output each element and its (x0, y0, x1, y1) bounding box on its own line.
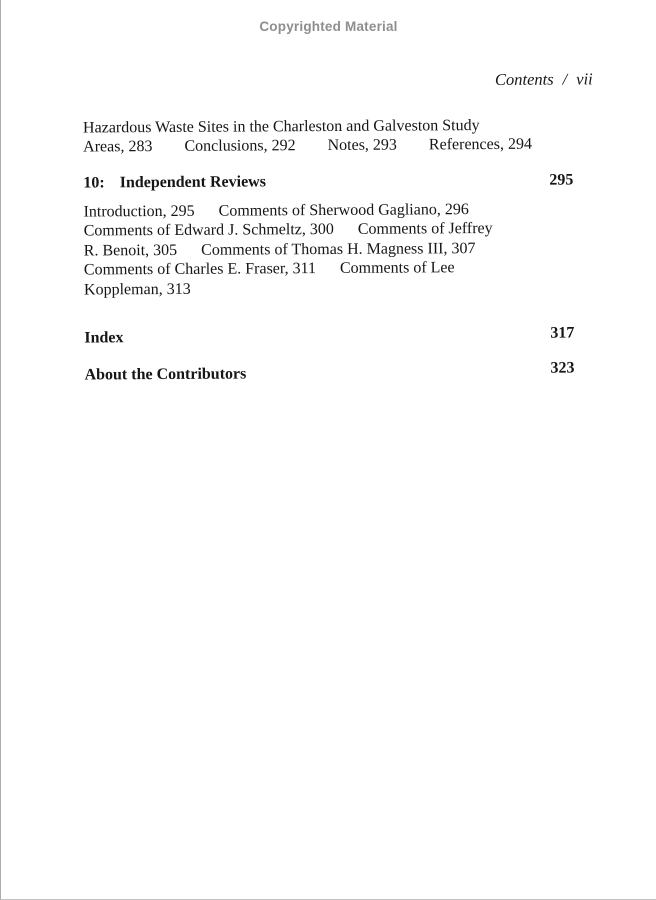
toc-chapter9-continuation (83, 116, 532, 158)
running-head-separator: / (562, 69, 568, 89)
toc-line: Comments of Edward J. Schmeltz, 300 Comments of Jeffrey (83, 220, 493, 240)
toc-chapter10-subentries (83, 200, 493, 300)
toc-entry-about-contributors (84, 359, 575, 384)
toc-entry-chapter10 (83, 171, 573, 192)
chapter10-page-number: 295 (549, 171, 574, 189)
toc-line: Koppleman, 313 (83, 280, 191, 299)
toc-line: Introduction, 295 Comments of Sherwood Gagliano, 296 (83, 201, 469, 221)
toc-line: Comments of Charles E. Fraser, 311 Comments of Lee (83, 259, 455, 279)
toc-entry-index (84, 326, 574, 347)
running-head (495, 69, 593, 90)
about-contributors-title: About the Contributors (84, 365, 247, 384)
index-page-number: 317 (550, 324, 575, 342)
toc-line: Hazardous Waste Sites in the Charleston and Galveston Study (82, 117, 480, 137)
chapter10-title: Independent Reviews (119, 173, 266, 192)
copyright-watermark: Copyrighted Material (259, 19, 398, 34)
toc-line: R. Benoit, 305 Comments of Thomas H. Magness III, 307 (83, 239, 476, 260)
about-contributors-page-number: 323 (550, 359, 575, 377)
toc-line: Areas, 283 Conclusions, 292 Notes, 293 References, 294 (83, 136, 533, 156)
chapter10-heading (83, 173, 266, 192)
running-head-title: Contents (494, 69, 554, 89)
running-head-page-number: vii (576, 69, 593, 89)
index-title: Index (84, 329, 124, 347)
chapter10-number: 10: (83, 174, 105, 192)
